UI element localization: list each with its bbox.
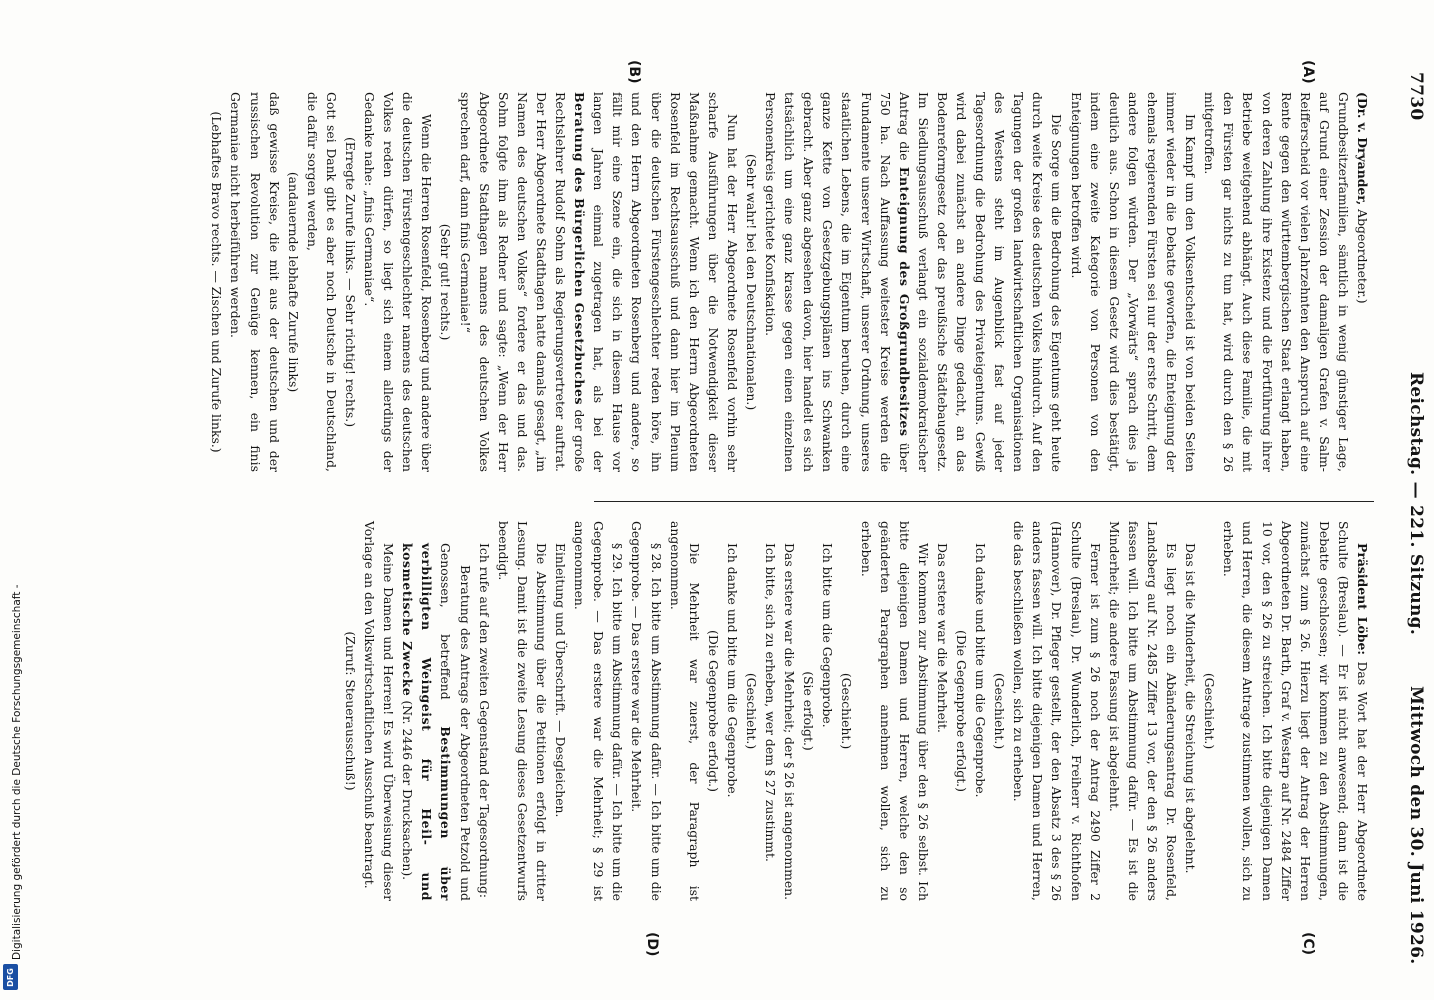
paragraph: daß gewisse Kreise, die mit aus der deutschen und der russischen Revolution zur Genüge kennen, ein finis Germaniae nicht herbeiführen werden.	[228, 92, 282, 472]
column-divider-line	[594, 501, 1374, 502]
paragraph: Es liegt noch ein Abänderungsantrag Dr. Rosenfeld, Landsberg auf Nr. 2485 Ziffer 13 vor, der den § 26 anders fassen will. Ich bitte um Abstimmung dafür. — Es ist die Minderheit; die andere Fassung ist abgelehnt.	[1106, 521, 1180, 901]
speaker-name: (Dr. v. Dryander,	[1355, 92, 1370, 206]
interjection: (Sehr wahr! bei den Deutschnationalen.)	[744, 153, 759, 411]
left-column-text	[207, 92, 1372, 472]
dfg-logo	[3, 964, 18, 990]
paragraph: Die Abstimmung über die Petitionen erfolgt in dritter Lesung. Damit ist die zweite Lesung dieses Gesetzentwurfs beendigt.	[495, 521, 549, 901]
paragraph-text: Die Sorge um die Bedrohung des Eigentums geht heute durch weite Kreise des deutschen Volkes hindurch. Auf den Tagungen der großen landwirtschaftlichen Organisationen des Westens steht im Augenblick fast auf jeder Tagesordnung die Bedrohung des Privateigentums. Gewiß wird dabei zunächst an andere Dinge gedacht, an das Bodenreformgesetz oder das preußische Städtebaugesetz. Im Siedlungsausschuß verlangt ein sozialdemokratischer Antrag die	[896, 92, 1065, 472]
session-date: Mittwoch den 30. Juni 1926.	[1406, 686, 1426, 965]
paragraph: Ferner ist zum § 26 noch der Antrag 2490 Ziffer 2 Schulte (Breslau), Dr. Wunderlich, Freiherr v. Richthofen (Hannover), Dr. Pfleger gestellt, der den Absatz 3 des § 26 anders fassen will. Ich bitte diejenigen Damen und Herren, die das beschließen wollen, sich zu erheben.	[1011, 521, 1103, 901]
running-title: Reichstag. — 221. Sitzung.	[1406, 372, 1426, 636]
paragraph: Die Mehrheit war zuerst, der Paragraph ist angenommen.	[667, 521, 702, 901]
paragraph-text: der große Rechtslehrer Rudolf Sohm als Regierungsvertreter auftrat. Der Herr Abgeordnete Stadthagen hatte damals gesagt, „im Namen des deutschen Volkes“ fordere er das und das. Sohm folgte ihm als Redner und sagte: „Wenn der Herr Abgeordnete Stadthagen namens des deutschen Volkes sprechen darf, dann finis Germaniae!“	[457, 92, 588, 472]
paragraph-text: Das Wort hat der Herr Abgeordnete Schulte (Breslau). — Er ist nicht anwesend; dann ist die Debatte geschlossen; wir kommen zu den Abstimmungen, zunächst zum § 26. Hierzu liegt der Antrag der Herren Abgeordneten Dr. Barth, Graf v. Westarp auf Nr. 2484 Ziffer 10 vor, den § 26 zu streichen. Ich bitte diejenigen Damen und Herren, die diesem Antrage zustimmen wollen, sich zu erheben.	[1221, 521, 1370, 901]
right-column-text	[341, 521, 1372, 901]
paragraph: Ich danke und bitte um die Gegenprobe.	[724, 543, 740, 798]
margin-letter-d: (D)	[644, 932, 660, 957]
paragraph-text: Nun hat der Herr Abgeordnete Rosenfeld vorhin sehr scharfe Ausführungen über die Notwendigkeit dieser Maßnahme gemacht. Wenn ich den Herrn Abgeordneten Rosenfeld im Rechtsausschuß und dann hier im Plenum über die deutschen Fürstengeschlechter reden höre, ihn und den Herrn Abgeordneten Rosenberg und andere, so fällt mir eine Szene ein, die sich in diesem Hause vor langen Jahren einmal zugetragen hat, als bei der	[591, 92, 740, 472]
margin-letter-c: (C)	[1300, 932, 1316, 956]
interjection: (Geschieht.)	[992, 672, 1008, 750]
paragraph: § 28. Ich bitte um Abstimmung dafür. — Ich bitte um die Gegenprobe. — Das erstere war die Mehrheit.	[629, 521, 664, 901]
emphasis: Beratung des Bürgerlichen Gesetzbuches	[572, 92, 588, 406]
interjection: (Die Gegenprobe erfolgt.)	[954, 630, 970, 792]
paragraph-text: Beratung des Antrags der Abgeordneten Petzold und Genossen, betreffend	[438, 543, 473, 901]
paragraph	[1219, 521, 1372, 901]
interjection: (Geschieht.)	[839, 672, 855, 750]
paragraph: Ich bitte um die Gegenprobe.	[820, 543, 836, 728]
digitization-sidebar	[0, 0, 22, 1000]
dfg-credit: Digitalisierung gefördert durch die Deutsche Forschungsgemeinschaft -	[11, 584, 23, 960]
paragraph	[761, 92, 1067, 472]
paragraph: Gott sei Dank gibt es aber noch Deutsche in Deutschland, die dafür sorgen werden,	[304, 92, 339, 472]
page-number: 7730	[1406, 72, 1426, 121]
paragraph: Das erstere war die Mehrheit.	[934, 543, 950, 733]
emphasis: Bestimmungen über verbilligten Weingeist für Heil- und kosmetische Zwecke	[400, 543, 454, 901]
speaker-line	[1353, 92, 1372, 472]
speaker-role: Abgeordneter.)	[1355, 209, 1370, 304]
interjection: (Die Gegenprobe erfolgt.)	[705, 630, 721, 792]
paragraph: Ich bitte, sich zu erheben, wer dem § 27 zustimmt.	[763, 543, 779, 862]
paragraph: Wenn die Herren Rosenfeld, Rosenberg und andere über die deutschen Fürstengeschlechter namens des deutschen Volkes reden dürfen, so liegt sich einem allerdings der Gedanke nahe: „finis Germaniae“.	[362, 92, 435, 472]
paragraph	[456, 92, 742, 472]
paragraph: § 29. Ich bitte um Abstimmung dafür. — Ich bitte um die Gegenprobe. — Das erstere war die Mehrheit; § 29 ist angenommen.	[572, 521, 626, 901]
paragraph: Einleitung und Überschrift. — Desgleichen.	[553, 543, 569, 818]
paragraph: Ich danke und bitte um die Gegenprobe.	[973, 543, 989, 798]
paragraph-text: über 750 ha. Nach Auffassung weitester Kreise werden die Fundamente unserer Wirtschaft, unserer Ordnung, unseres staatlichen Lebens, die im Eigentum beruhen, durch eine ganze Kette von Gesetzgebungsplänen ins Schwanken gebracht. Aber ganz abgesehen davon, hier handelt es sich tatsächlich um eine ganz krasse gegen einen einzelnen Personenkreis gerichtete Konfiskation.	[763, 92, 912, 472]
interjection: (Zuruf: Steuerausschuß!)	[343, 631, 359, 791]
emphasis: Enteignung des Großgrundbesitzes	[896, 166, 912, 437]
interjection: (Sie erfolgt.)	[801, 671, 817, 751]
paragraph: Wir kommen zur Abstimmung über den § 26 selbst. Ich bitte diejenigen Damen und Herren, welche den so geänderten Paragraphen annehmen wollen, sich zu erheben.	[858, 521, 931, 901]
interjection: (andauernde lebhafte Zurufe links)	[285, 171, 301, 393]
interjection: (Sehr gut! rechts.)	[438, 223, 454, 341]
paragraph	[398, 521, 474, 901]
interjection: (Geschieht.)	[744, 672, 759, 750]
paragraph: Im Kampf um den Volksentscheid ist von beiden Seiten immer wieder in die Debatte geworfen, die Enteignung der ehemals regierenden Fürsten sei nur der erste Schritt, dem andere folgen würden. Der „Vorwärts“ sprach dies ja deutlich aus. Schon in diesem Gesetz wird dies bestätigt, indem eine zweite Kategorie von Personen von den Enteignungen betroffen wird.	[1068, 92, 1199, 472]
interjection: (Lebhaftes Bravo rechts. — Zischen und Zurufe links.)	[209, 111, 225, 453]
margin-letter-a: (A)	[1300, 60, 1316, 84]
paragraph: Ich rufe auf den zweiten Gegenstand der Tagesordnung:	[476, 543, 492, 899]
interjection: (Geschieht.)	[1202, 672, 1218, 750]
interjection: (Erregte Zurufe links. — Sehr richtig! rechts.)	[343, 136, 359, 428]
margin-letter-b: (B)	[626, 60, 642, 84]
paragraph: Das ist die Minderheit, die Streichung ist abgelehnt.	[1183, 543, 1199, 874]
paragraph: Meine Damen und Herren! Es wird Überweisung dieser Vorlage an den Volkswirtschaftlichen Ausschuß beantragt.	[362, 521, 397, 901]
paragraph-text: (Nr. 2446 der Drucksachen).	[400, 700, 416, 881]
paragraph: Grundbesitzerfamilien, sämtlich in wenig günstiger Lage, auf Grund einer Zession der damaligen Grafen v. Salm-Reifferscheid vor vielen Jahrzehnten den Anspruch auf eine Rente gegen den württembergischen Staat erlangt haben, von deren Zahlung ihre Existenz und die Fortführung ihrer Betriebe weitgehend abhängt. Auch diese Familie, die mit den Fürsten gar nichts zu tun hat, wird durch den § 26 mitgetroffen.	[1202, 92, 1351, 472]
paragraph: Das erstere war die Mehrheit; der § 26 ist angenommen.	[782, 543, 798, 901]
dfg-logo-text: DFG	[6, 967, 16, 987]
president-speaker: Präsident Löbe:	[1355, 543, 1370, 655]
